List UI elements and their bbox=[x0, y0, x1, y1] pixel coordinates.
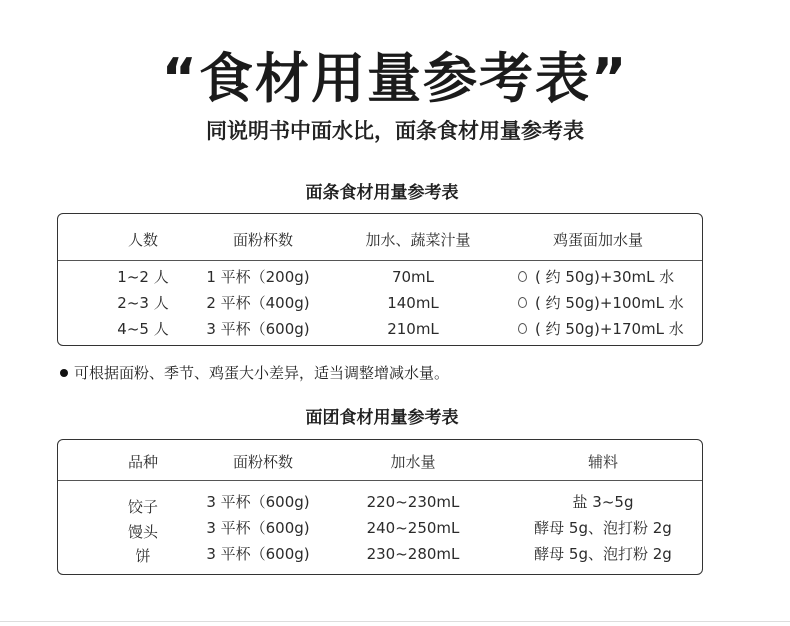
table-row-2-egg bbox=[518, 293, 698, 313]
table-row-1-extras: 盐 3~5g bbox=[572, 493, 634, 511]
table-row-2-flour: 2 平杯（400g) bbox=[206, 294, 310, 312]
table-row-1-egg bbox=[518, 267, 688, 287]
table-row-1-people: 1~2 人 bbox=[117, 268, 169, 286]
table-row-1-flour: 1 平杯（200g) bbox=[206, 268, 310, 286]
header-extras: 辅料 bbox=[587, 453, 618, 471]
page-title: “食材用量参考表” bbox=[161, 47, 629, 110]
egg-icon bbox=[518, 271, 527, 282]
table-row-2-flour: 3 平杯（600g) bbox=[206, 519, 310, 537]
table-row-2-water: 240~250mL bbox=[366, 519, 460, 537]
header-divider bbox=[58, 480, 702, 481]
table-row-1-water: 70mL bbox=[391, 268, 435, 286]
egg-icon bbox=[518, 323, 527, 334]
table-row-3-people: 4~5 人 bbox=[117, 320, 169, 338]
header-flour-cups: 面粉杯数 bbox=[232, 231, 293, 249]
egg-water-text: ( 约 50g)+30mL 水 bbox=[535, 268, 675, 286]
page-subtitle: 同说明书中面水比，面条食材用量参考表 bbox=[206, 119, 584, 143]
header-variety: 品种 bbox=[127, 453, 158, 471]
table-row-3-extras: 酵母 5g、泡打粉 2g bbox=[534, 545, 672, 563]
table-row-3-water: 230~280mL bbox=[366, 545, 460, 563]
table-row-3-variety: 饼 bbox=[135, 547, 151, 565]
header-divider bbox=[58, 260, 702, 261]
table-row-3-water: 210mL bbox=[387, 320, 439, 338]
table-row-3-flour: 3 平杯（600g) bbox=[206, 545, 310, 563]
header-egg-water: 鸡蛋面加水量 bbox=[552, 231, 643, 249]
table-row-2-extras: 酵母 5g、泡打粉 2g bbox=[534, 519, 672, 537]
header-people: 人数 bbox=[127, 231, 158, 249]
egg-water-text: ( 约 50g)+100mL 水 bbox=[535, 294, 684, 312]
table-row-1-water: 220~230mL bbox=[366, 493, 460, 511]
dough-table-title: 面团食材用量参考表 bbox=[305, 408, 459, 428]
table-row-1-flour: 3 平杯（600g) bbox=[206, 493, 310, 511]
table-row-2-variety: 馒头 bbox=[127, 523, 158, 541]
table-row-1-variety: 饺子 bbox=[127, 498, 158, 516]
noodle-table-title: 面条食材用量参考表 bbox=[305, 183, 459, 203]
noodle-table bbox=[57, 213, 703, 346]
egg-icon bbox=[518, 297, 527, 308]
header-water: 加水量 bbox=[390, 453, 436, 471]
bottom-divider bbox=[0, 621, 790, 622]
table-row-3-flour: 3 平杯（600g) bbox=[206, 320, 310, 338]
table-row-2-water: 140mL bbox=[387, 294, 439, 312]
table-row-2-people: 2~3 人 bbox=[117, 294, 169, 312]
note bbox=[60, 362, 449, 384]
note-text: 可根据面粉、季节、鸡蛋大小差异，适当调整增减水量。 bbox=[74, 364, 450, 382]
table-row-3-egg bbox=[518, 319, 698, 339]
header-water-juice: 加水、蔬菜汁量 bbox=[365, 231, 471, 249]
bullet-icon bbox=[60, 369, 68, 377]
header-flour-cups: 面粉杯数 bbox=[232, 453, 293, 471]
egg-water-text: ( 约 50g)+170mL 水 bbox=[535, 320, 684, 338]
dough-table bbox=[57, 439, 703, 575]
